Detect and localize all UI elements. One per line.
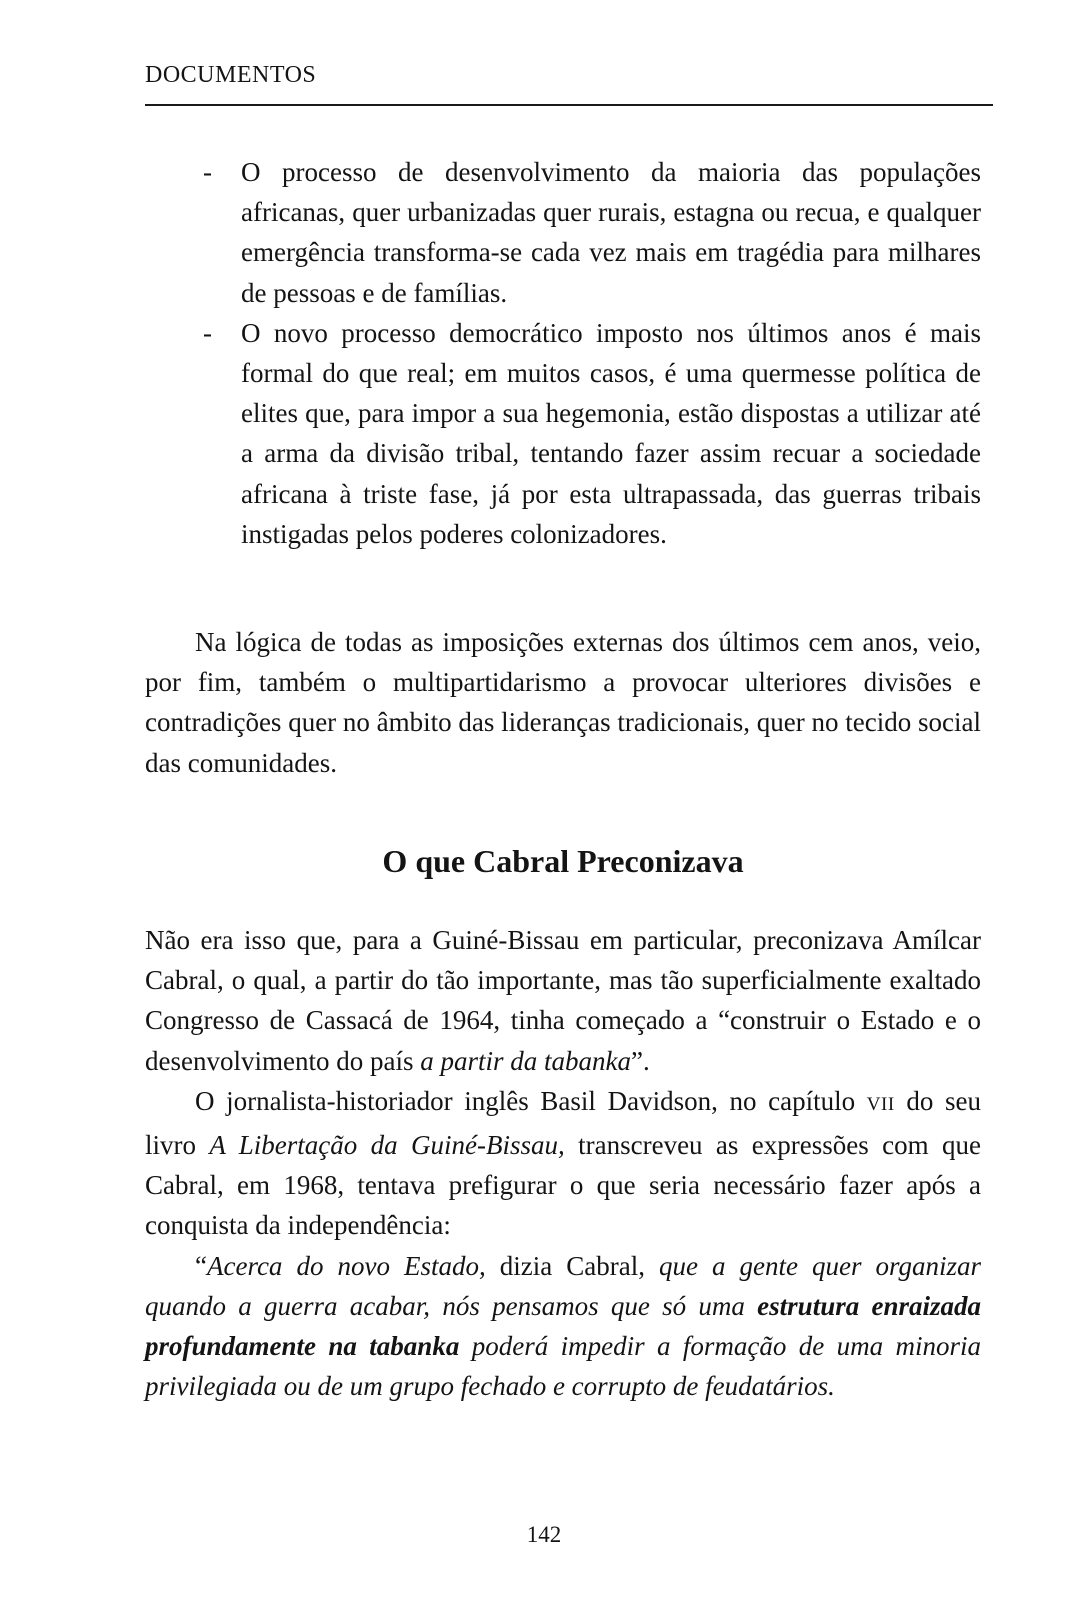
davidson-text-2: do seu livro: [145, 1085, 981, 1161]
quote-plain-1: dizia Cabral,: [485, 1250, 659, 1281]
quote-open-mark: “: [195, 1250, 207, 1281]
cabral-quote: [145, 1246, 981, 1407]
bullet-item: [145, 152, 981, 313]
bullet-list: [145, 152, 981, 554]
davidson-text-1: O jornalista-historiador inglês Basil Davidson, no capítulo: [195, 1085, 867, 1116]
section-heading: O que Cabral Preconizava: [382, 843, 744, 879]
bullet-dash: -: [203, 157, 212, 187]
paragraph-cabral-text: Não era isso que, para a Guiné-Bissau em particular, preconizava Amílcar Cabral, o qual, a partir do tão importante, mas tão superficialmente exaltado Congresso de Cassacá de 1964, tinha começado a “construir o Estado e o desenvolvimento do país: [145, 925, 981, 1076]
chapter-number: VII: [866, 1093, 895, 1115]
quote-italic-3: poderá impedir a formação de uma minoria privilegiada ou de um grupo fechado e corrupto de feudatários.: [145, 1331, 981, 1402]
bullet-text: O novo processo democrático imposto nos últimos anos é mais formal do que real; em muitos casos, é uma quermesse política de elites que, para impor a sua hegemonia, estão dispostas a utilizar até a arma da divisão tribal, tentando fazer assim recuar a sociedade africana à triste fase, já por esta ultrapassada, das guerras tribais instigadas pelos poderes colonizadores.: [241, 317, 981, 549]
paragraph-cabral-italic: a partir da tabanka: [420, 1045, 631, 1076]
davidson-text-3: transcreveu as expressões com que Cabral, em 1968, tentava prefigurar o que seria necessário fazer após a conquista da independência:: [145, 1130, 981, 1241]
paragraph-davidson: [145, 1081, 981, 1246]
page-number: 142: [526, 1522, 562, 1547]
book-title: A Libertação da Guiné-Bissau,: [209, 1130, 565, 1161]
quote-italic-2: que a gente quer organizar quando a guerra acabar, nós pensamos que só uma: [145, 1250, 981, 1321]
bullet-text: O processo de desenvolvimento da maioria das populações africanas, quer urbanizadas quer rurais, estagna ou recua, e qualquer emergência transforma-se cada vez mais em tragédia para milhares de pessoas e de famílias.: [241, 157, 981, 308]
paragraph-cabral: [145, 920, 981, 1081]
body-section-2: [145, 920, 981, 1406]
paragraph-cabral-close: ”.: [630, 1045, 650, 1076]
running-head: DOCUMENTOS: [145, 62, 317, 88]
header-rule: [145, 104, 993, 106]
paragraph-multipartidarismo: Na lógica de todas as imposições externas dos últimos cem anos, veio, por fim, também o multipartidarismo a provocar ulteriores divisões e contradições quer no âmbito das lideranças tradicionais, quer no tecido social das comunidades.: [145, 627, 981, 778]
quote-bold-1: estrutura enraizada profundamente na tabanka: [145, 1290, 981, 1362]
quote-italic-1: Acerca do novo Estado,: [206, 1250, 486, 1281]
bullet-dash: -: [203, 317, 212, 348]
body-section-1: [145, 622, 981, 783]
bullet-item: [145, 313, 981, 554]
